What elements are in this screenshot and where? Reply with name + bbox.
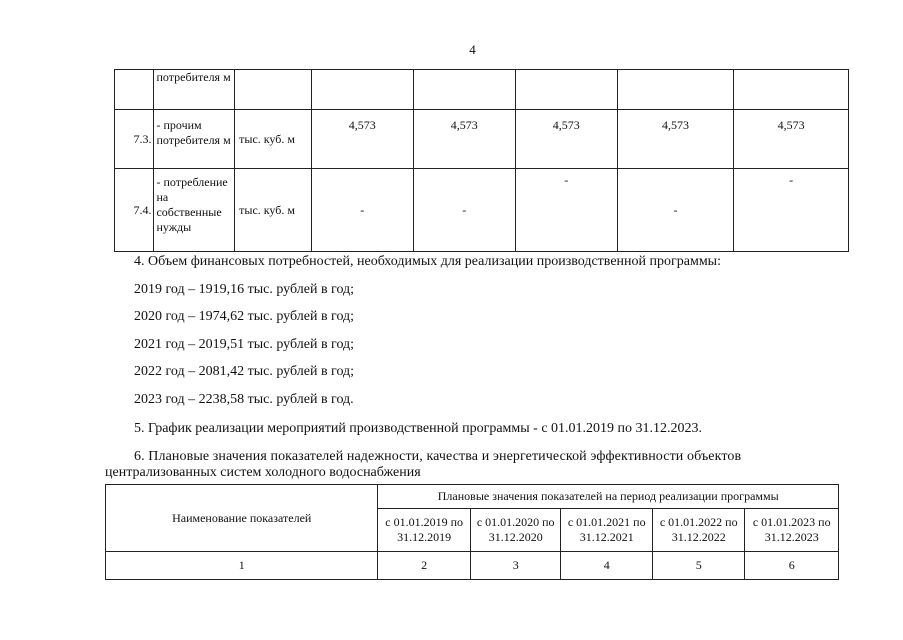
row-unit: тыс. куб. м — [235, 110, 312, 169]
row-name: потребителя м — [154, 70, 235, 110]
column-index: 2 — [378, 552, 471, 580]
column-header-name: Наименование показателей — [106, 485, 378, 552]
value-cell — [734, 70, 849, 110]
column-index: 6 — [745, 552, 839, 580]
row-unit — [235, 70, 312, 110]
value-cell — [311, 70, 413, 110]
period-header: с 01.01.2022 по 31.12.2022 — [652, 509, 745, 552]
value-cell: 4,573 — [311, 110, 413, 169]
indicators-table — [105, 484, 839, 580]
section-4-heading: 4. Объем финансовых потребностей, необходимых для реализации производственной программы: — [134, 254, 721, 269]
row-number — [115, 70, 154, 110]
value-cell: - — [515, 169, 617, 252]
row-name: - потребление на собственные нужды — [154, 169, 235, 252]
value-cell: - — [617, 169, 734, 252]
value-cell: 4,573 — [515, 110, 617, 169]
table-row — [115, 70, 849, 110]
page-number: 4 — [469, 42, 476, 57]
column-index: 1 — [106, 552, 378, 580]
table-header-row — [106, 485, 839, 509]
finance-year-2021: 2021 год – 2019,51 тыс. рублей в год; — [134, 337, 355, 352]
row-name: - прочим потребителя м — [154, 110, 235, 169]
value-cell: 4,573 — [734, 110, 849, 169]
value-cell: 4,573 — [413, 110, 515, 169]
period-header: с 01.01.2020 по 31.12.2020 — [470, 509, 561, 552]
section-5-schedule: 5. График реализации мероприятий производственной программы - с 01.01.2019 по 31.12.2023. — [134, 421, 703, 436]
table-row — [115, 169, 849, 252]
finance-year-2019: 2019 год – 1919,16 тыс. рублей в год; — [134, 282, 355, 297]
column-group-header: Плановые значения показателей на период реализации программы — [378, 485, 839, 509]
column-index: 4 — [561, 552, 653, 580]
finance-year-2020: 2020 год – 1974,62 тыс. рублей в год; — [134, 309, 355, 324]
table-row — [115, 110, 849, 169]
value-cell: - — [734, 169, 849, 252]
value-cell — [617, 70, 734, 110]
value-cell — [413, 70, 515, 110]
column-index: 5 — [652, 552, 745, 580]
finance-year-2023: 2023 год – 2238,58 тыс. рублей в год. — [134, 392, 354, 407]
row-number: 7.3. — [115, 110, 154, 169]
period-header: с 01.01.2019 по 31.12.2019 — [378, 509, 471, 552]
consumption-table — [114, 69, 849, 252]
section-6-heading-line2: централизованных систем холодного водоснабжения — [105, 465, 421, 480]
table-row — [106, 552, 839, 580]
value-cell: - — [311, 169, 413, 252]
value-cell — [515, 70, 617, 110]
column-index: 3 — [470, 552, 561, 580]
row-number: 7.4. — [115, 169, 154, 252]
value-cell: 4,573 — [617, 110, 734, 169]
section-6-heading-line1: 6. Плановые значения показателей надежности, качества и энергетической эффективности объектов — [134, 449, 742, 464]
finance-year-2022: 2022 год – 2081,42 тыс. рублей в год; — [134, 364, 355, 379]
period-header: с 01.01.2021 по 31.12.2021 — [561, 509, 653, 552]
period-header: с 01.01.2023 по 31.12.2023 — [745, 509, 839, 552]
row-unit: тыс. куб. м — [235, 169, 312, 252]
value-cell: - — [413, 169, 515, 252]
